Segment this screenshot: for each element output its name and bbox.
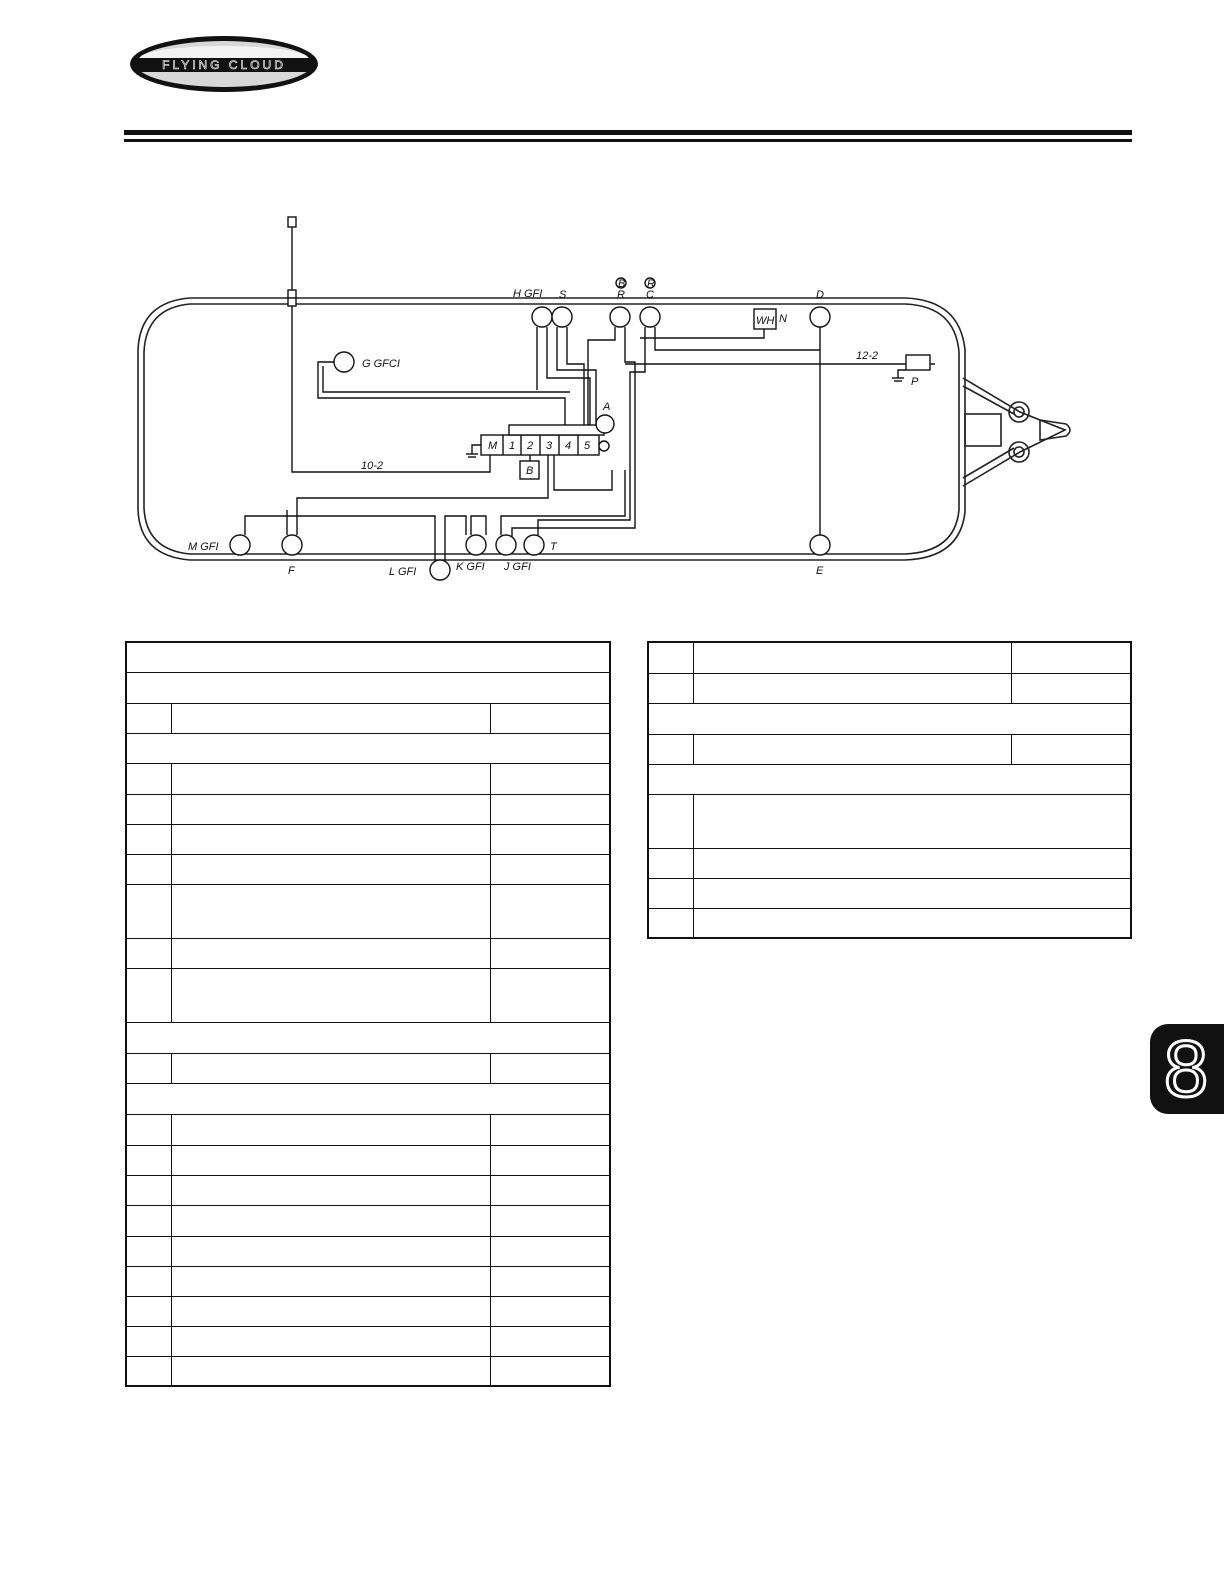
- table-cell: [172, 1326, 491, 1356]
- label-k-gfi: K GFI: [456, 561, 485, 573]
- wiring-diagram: [0, 0, 1224, 620]
- receptacle-j-gfi: [496, 535, 516, 555]
- table-cell: [648, 703, 1131, 734]
- label-s: S: [559, 289, 567, 301]
- table-row: [126, 1083, 610, 1114]
- table-row: [126, 938, 610, 968]
- logo-text: FLYING CLOUD: [162, 58, 286, 72]
- table-row: [126, 1266, 610, 1296]
- table-cell: [126, 672, 610, 703]
- table-cell: [648, 642, 694, 673]
- table-cell: [694, 908, 1132, 938]
- label-h-gfi: H GFI: [513, 288, 543, 300]
- table-row: [126, 1175, 610, 1205]
- table-cell: [126, 1296, 172, 1326]
- table-cell: [126, 1266, 172, 1296]
- table-row: [126, 1326, 610, 1356]
- table-cell: [694, 794, 1132, 848]
- table-cell: [491, 1114, 611, 1145]
- table-cell: [694, 878, 1132, 908]
- label-e: E: [816, 565, 824, 577]
- table-row: [126, 1205, 610, 1236]
- table-cell: [491, 763, 611, 794]
- table-cell: [126, 968, 172, 1022]
- table-cell: [491, 968, 611, 1022]
- table-cell: [1012, 673, 1132, 703]
- table-row: [126, 1114, 610, 1145]
- receptacle-k-gfi: [466, 535, 486, 555]
- table-row: [126, 1296, 610, 1326]
- label-t: T: [550, 541, 557, 553]
- table-cell: [172, 1236, 491, 1266]
- table-cell: [126, 794, 172, 824]
- table-cell: [126, 884, 172, 938]
- label-n4: 4: [565, 440, 572, 452]
- table-cell: [172, 1205, 491, 1236]
- table-cell: [648, 734, 694, 764]
- table-cell: [126, 763, 172, 794]
- table-row: [126, 824, 610, 854]
- table-cell: [126, 642, 610, 672]
- table-cell: [1012, 642, 1132, 673]
- table-cell: [172, 938, 491, 968]
- table-row: [126, 1022, 610, 1053]
- table-row: [126, 733, 610, 763]
- table-row: [126, 703, 610, 733]
- table-cell: [126, 703, 172, 733]
- receptacle-c: [640, 307, 660, 327]
- table-row: [126, 642, 610, 672]
- table-cell: [491, 854, 611, 884]
- table-cell: [172, 794, 491, 824]
- label-c: C: [646, 289, 654, 301]
- table-cell: [126, 1356, 172, 1386]
- table-row: [126, 884, 610, 938]
- table-cell: [491, 884, 611, 938]
- table-cell: [491, 794, 611, 824]
- table-cell: [126, 824, 172, 854]
- label-d: D: [816, 289, 824, 301]
- box-p: [906, 355, 930, 370]
- table-cell: [172, 763, 491, 794]
- label-m: M: [488, 440, 498, 452]
- table-cell: [172, 884, 491, 938]
- table-cell: [172, 1145, 491, 1175]
- table-cell: [126, 854, 172, 884]
- table-cell: [126, 733, 610, 763]
- label-wire-12-2: 12-2: [856, 350, 879, 362]
- table-cell: [491, 1326, 611, 1356]
- table-row: [126, 1356, 610, 1386]
- table-cell: [172, 1053, 491, 1083]
- label-p: P: [911, 376, 919, 388]
- table-cell: [172, 1175, 491, 1205]
- receptacle-r: [610, 307, 630, 327]
- table-cell: [491, 1205, 611, 1236]
- table-row: [126, 854, 610, 884]
- circuit-table-left: [125, 641, 611, 1387]
- table-cell: [126, 1205, 172, 1236]
- table-row: [648, 703, 1131, 734]
- table-cell: [648, 878, 694, 908]
- table-cell: [126, 1114, 172, 1145]
- table-row: [126, 1053, 610, 1083]
- table-cell: [648, 908, 694, 938]
- table-cell: [694, 673, 1012, 703]
- receptacle-d: [810, 307, 830, 327]
- receptacle-e: [810, 535, 830, 555]
- label-wire-10-2: 10-2: [361, 460, 384, 472]
- table-cell: [491, 1266, 611, 1296]
- receptacle-l-gfi: [430, 560, 450, 580]
- table-cell: [694, 848, 1132, 878]
- label-f: F: [288, 565, 295, 577]
- section-tab: [1150, 1024, 1224, 1114]
- table-cell: [126, 1145, 172, 1175]
- label-n5: 5: [584, 440, 591, 452]
- label-a: A: [603, 401, 611, 413]
- table-cell: [694, 642, 1012, 673]
- table-cell: [126, 1053, 172, 1083]
- table-cell: [491, 1356, 611, 1386]
- table-row: [648, 848, 1131, 878]
- table-row: [648, 878, 1131, 908]
- label-n2: 2: [527, 440, 534, 452]
- table-row: [648, 642, 1131, 673]
- table-cell: [648, 848, 694, 878]
- label-wh: WH: [756, 315, 775, 327]
- label-n: N: [779, 313, 787, 325]
- section-number: 8: [1163, 1024, 1209, 1113]
- table-cell: [126, 1236, 172, 1266]
- label-l-gfi: L GFI: [389, 566, 417, 578]
- table-row: [126, 794, 610, 824]
- table-row: [648, 908, 1131, 938]
- label-m-gfi: M GFI: [188, 541, 219, 553]
- table-cell: [648, 764, 1131, 794]
- table-cell: [491, 938, 611, 968]
- table-cell: [491, 1236, 611, 1266]
- label-b: B: [526, 465, 534, 477]
- receptacle-m-gfi: [230, 535, 250, 555]
- label-r: R: [617, 289, 625, 301]
- table-cell: [172, 854, 491, 884]
- table-cell: [1012, 734, 1132, 764]
- table-row: [648, 734, 1131, 764]
- table-row: [648, 794, 1131, 848]
- table-row: [126, 763, 610, 794]
- table-row: [648, 673, 1131, 703]
- table-cell: [491, 703, 611, 733]
- receptacle-g-gfci: [334, 352, 354, 372]
- table-row: [648, 764, 1131, 794]
- table-cell: [491, 1296, 611, 1326]
- label-c-badge: R: [647, 278, 655, 290]
- table-row: [126, 1145, 610, 1175]
- label-g-gfci: G GFCI: [362, 358, 400, 370]
- table-cell: [172, 968, 491, 1022]
- table-row: [126, 968, 610, 1022]
- table-cell: [172, 1266, 491, 1296]
- table-cell: [126, 1175, 172, 1205]
- table-cell: [648, 794, 694, 848]
- table-cell: [172, 824, 491, 854]
- table-cell: [172, 703, 491, 733]
- table-row: [126, 672, 610, 703]
- receptacle-h-gfi: [532, 307, 552, 327]
- table-cell: [491, 1175, 611, 1205]
- table-cell: [491, 824, 611, 854]
- table-cell: [172, 1356, 491, 1386]
- label-r-badge: B: [618, 278, 626, 290]
- table-cell: [126, 1022, 610, 1053]
- table-cell: [172, 1296, 491, 1326]
- label-n1: 1: [509, 440, 516, 452]
- table-cell: [491, 1145, 611, 1175]
- circuit-table-right: [647, 641, 1132, 939]
- label-n3: 3: [546, 440, 553, 452]
- table-row: [126, 1236, 610, 1266]
- table-cell: [126, 938, 172, 968]
- receptacle-t: [524, 535, 544, 555]
- table-cell: [126, 1326, 172, 1356]
- table-cell: [126, 1083, 610, 1114]
- label-j-gfi: J GFI: [504, 561, 531, 573]
- receptacle-f: [282, 535, 302, 555]
- table-cell: [172, 1114, 491, 1145]
- table-cell: [491, 1053, 611, 1083]
- table-cell: [648, 673, 694, 703]
- table-cell: [694, 734, 1012, 764]
- receptacle-s: [552, 307, 572, 327]
